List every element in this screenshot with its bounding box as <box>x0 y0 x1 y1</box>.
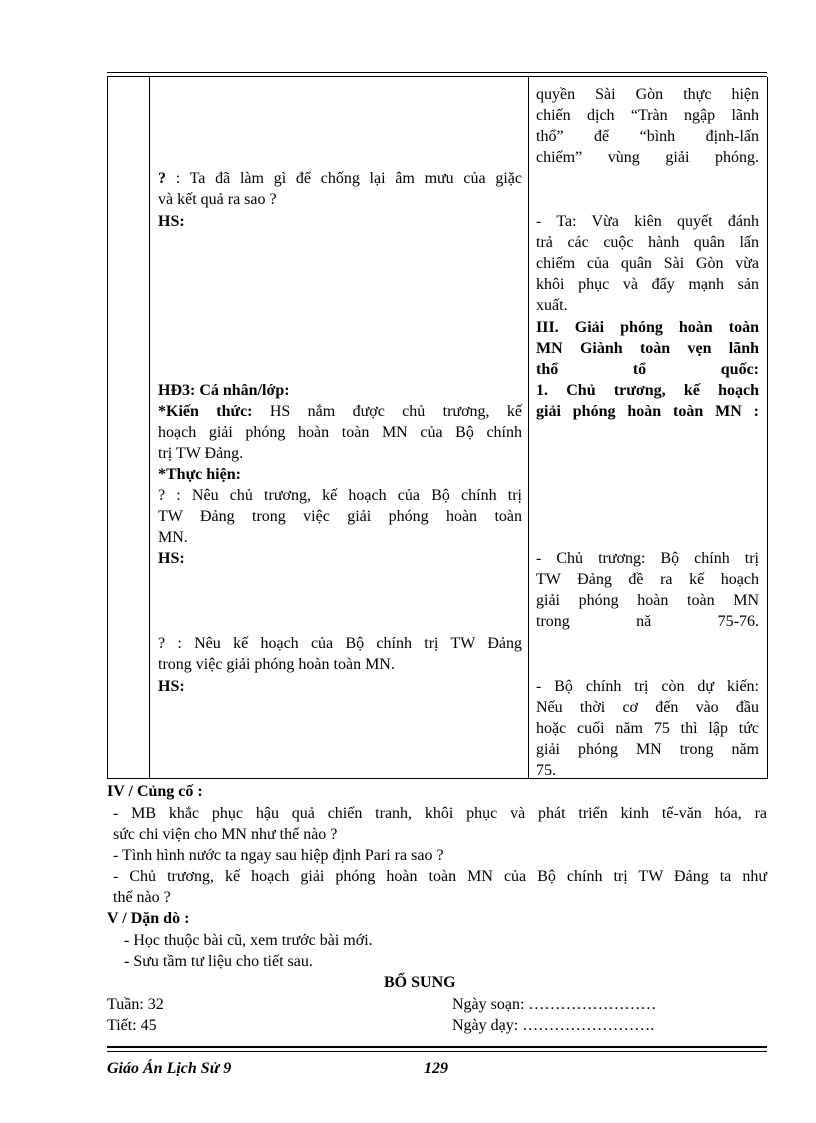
footer-book-title: Giáo Án Lịch Sử 9 <box>107 1060 232 1077</box>
week-label: Tuần: 32 <box>107 996 164 1013</box>
text-line: Nếu thời cơ đến vào đầu <box>536 699 759 716</box>
hs-label: HS: <box>158 213 185 230</box>
hs-label: HS: <box>158 550 185 567</box>
table-border-right <box>767 77 768 778</box>
text-line: khôi phục và đẩy mạnh sản <box>536 276 759 293</box>
text-line: chiếm” vùng giải phóng. <box>536 149 759 166</box>
text-line: MN. <box>158 529 188 546</box>
lesson-label: Tiết: 45 <box>107 1017 157 1034</box>
section-5-heading: V / Dặn dò : <box>107 910 190 927</box>
implementation-label: *Thực hiện: <box>158 466 241 483</box>
header-rule <box>107 72 767 73</box>
hs-label: HS: <box>158 678 185 695</box>
supplement-title: BỔ SUNG <box>384 974 456 991</box>
heading-line: III. Giải phóng hoàn toàn <box>536 319 759 336</box>
heading-line: 1. Chủ trương, kế hoạch <box>536 382 759 399</box>
list-item: - MB khắc phục hậu quả chiến tranh, khôi phục và phát triển kinh tế-văn hóa, ra <box>113 805 767 822</box>
header-rule-2 <box>107 76 767 77</box>
text-line: hoặc cuối năm 75 thì lập tức <box>536 720 759 737</box>
text-line: chiến dịch “Tràn ngập lãnh <box>536 107 759 124</box>
text-line: ? : Nêu kế hoạch của Bộ chính trị TW Đảng <box>158 635 522 652</box>
section-4-heading: IV / Củng cố : <box>107 783 203 800</box>
table-col-divider-1 <box>149 77 150 778</box>
text-line: - Ta: Vừa kiên quyết đánh <box>536 213 759 230</box>
text-line: TW Đảng trong việc giải phóng hoàn toàn <box>158 508 522 525</box>
list-item: - Sưu tầm tư liệu cho tiết sau. <box>124 953 313 970</box>
heading-line: thổ tổ quốc: <box>536 361 759 378</box>
answer-block-2 <box>536 211 759 316</box>
text-line: - Chủ trương: Bộ chính trị <box>536 550 759 567</box>
text-line: trị TW Đảng. <box>158 445 244 462</box>
list-item: thế nào ? <box>113 889 171 906</box>
answer-block-4 <box>536 676 759 781</box>
question-3 <box>158 633 522 675</box>
answer-block-1 <box>536 84 759 168</box>
list-item: - Tình hình nước ta ngay sau hiệp định Pari ra sao ? <box>113 847 444 864</box>
text-line: - Bộ chính trị còn dự kiến: <box>536 678 759 695</box>
list-item: - Học thuộc bài cũ, xem trước bài mới. <box>124 932 373 949</box>
text-line: trong nă 75-76. <box>536 613 759 630</box>
question-text: : Ta đã làm gì để chống lại âm mưu của giặc <box>175 170 523 187</box>
text-line: trả các cuộc hành quân lấn <box>536 234 759 251</box>
text-line: 75. <box>536 762 556 779</box>
teach-date: Ngày dạy: ……………………. <box>452 1017 655 1034</box>
footer-rule-2 <box>107 1051 767 1052</box>
text-line: chiếm của quân Sài Gòn vừa <box>536 255 759 272</box>
footer-rule <box>107 1046 767 1048</box>
text-line: giải phóng hoàn toàn MN <box>536 592 759 609</box>
text-line: ? : Nêu chủ trương, kế hoạch của Bộ chính trị <box>158 487 522 504</box>
text-line: xuất. <box>536 297 568 314</box>
heading-line: giải phóng hoàn toàn MN : <box>536 403 759 420</box>
footer-page-number: 129 <box>424 1060 448 1077</box>
heading-line: MN Giành toàn vẹn lãnh <box>536 340 759 357</box>
subheading-1 <box>536 380 759 422</box>
question-2 <box>158 485 522 548</box>
text-line: HS nắm được chủ trương, kế <box>252 403 523 420</box>
section-4-list <box>113 803 767 908</box>
text-line: thổ” để “bình định-lấn <box>536 128 759 145</box>
table-col-divider-2 <box>528 77 529 778</box>
knowledge-label: *Kiến thức: <box>158 403 253 420</box>
text-line: quyền Sài Gòn thực hiện <box>536 86 759 103</box>
text-line: hoạch giải phóng hoàn toàn MN của Bộ chính <box>158 424 522 441</box>
text-line: TW Đảng đề ra kế hoạch <box>536 571 759 588</box>
knowledge-block <box>158 401 522 464</box>
text-line: trong việc giải phóng hoàn toàn MN. <box>158 656 395 673</box>
prep-date: Ngày soạn: …………………… <box>452 996 657 1013</box>
question-1: ? : Ta đã làm gì để chống lại âm mưu của giặc <box>158 170 523 187</box>
question-1-line-2: và kết quả ra sao ? <box>158 191 277 208</box>
text-line: giải phóng MN trong năm <box>536 741 759 758</box>
list-item: sức chi viện cho MN như thế nào ? <box>113 826 338 843</box>
list-item: - Chủ trương, kế hoạch giải phóng hoàn toàn MN của Bộ chính trị TW Đảng ta như <box>113 868 767 885</box>
answer-block-3 <box>536 548 759 632</box>
section-heading-3 <box>536 317 759 380</box>
activity-heading: HĐ3: Cá nhân/lớp: <box>158 382 290 399</box>
table-border-left <box>107 77 108 778</box>
